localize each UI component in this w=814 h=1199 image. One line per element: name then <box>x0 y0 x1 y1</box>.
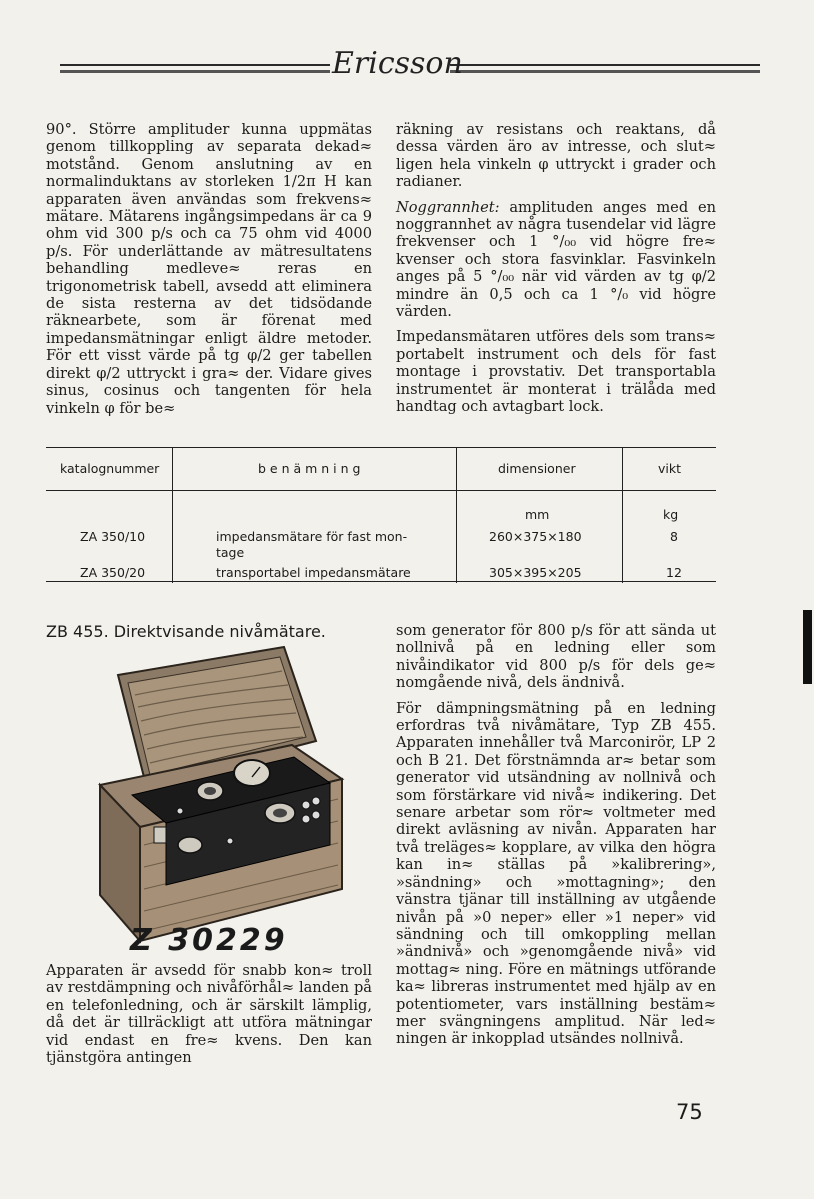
row-name-line2: tage <box>216 545 245 560</box>
page-number: 75 <box>676 1100 703 1124</box>
row-dimensions: 305×395×205 <box>489 565 582 580</box>
row-name-line1: impedansmätare för fast mon- <box>216 529 408 544</box>
row-dimensions: 260×375×180 <box>489 529 582 544</box>
row-weight: 12 <box>666 565 682 580</box>
level-meter-photo <box>80 645 370 945</box>
table-col-divider-3 <box>622 447 623 583</box>
row-catalog: ZA 350/10 <box>80 529 146 544</box>
left-column-top <box>46 121 372 425</box>
section-title: ZB 455. Direktvisande nivåmätare. <box>46 622 326 641</box>
header-rule-right <box>450 64 760 66</box>
accuracy-lead: Noggrannhet: <box>396 198 500 216</box>
serial-number-stamp: Z 30229 <box>130 923 288 958</box>
table-rule-bottom <box>46 581 716 582</box>
header-catalog: katalognummer <box>60 461 160 476</box>
unit-mm: mm <box>525 507 550 522</box>
unit-kg: kg <box>663 507 679 522</box>
table-rule-top <box>46 447 716 448</box>
right-bottom-paragraph-2: För dämpningsmätning på en ledning erfordras två nivåmätare, Typ ZB 455. Apparaten innehåller två Marconirör, LP 2 och B 21. Det förstnämnda ar≈ betar som generator vid utsändning av nollnivå och som förstärkare vid nivå≈ indikering. Det senare arbetar som rör≈ voltmeter med direkt avläsning av nivån. Apparaten har två treläges≈ kopplare, av vilka den högra kan in≈ ställas på »kalibrering», »sändning» och »mottagning»; den vänstra tjänar till inställning av utgående nivån på »0 neper» eller »1 neper» vid sändning och till omkoppling mellan »ändnivå» och »genomgående nivå» vid mottag≈ ning. Före en mätnings utförande ka≈ libreras instrumentet med hjälp av en potentiometer, vars inställning bestäm≈ mer svängningens amplitud. När led≈ ningen är inkopplad utsändes nollnivå. <box>396 699 716 1048</box>
header-name: b e n ä m n i n g <box>258 461 361 476</box>
accuracy-text: amplituden anges med en noggrannhet av några tusendelar vid lägre frekvenser och 1 °/₀₀ vid högre fre≈ kvenser och stora fasvinklar. Fasvinkeln anges på 5 °/₀₀ när vid värden av tg φ/2 mindre än 0,5 och ca 1 °/₀ vid högre värden. <box>396 198 716 321</box>
header-rule-left-2 <box>60 70 330 73</box>
header-weight: vikt <box>658 461 682 476</box>
right-column-bottom <box>396 622 716 1056</box>
left-bottom-paragraph: Apparaten är avsedd för snabb kon≈ troll av restdämpning och nivåförhål≈ landen på en telefonledning, och är särskilt lämplig, då det är tillräckligt att utföra mätningar vid endast en fre≈ kvens. Den kan tjänstgöra antingen <box>46 962 372 1067</box>
table-col-divider-1 <box>172 447 173 583</box>
page-header <box>60 46 760 92</box>
table-rule-header <box>46 490 716 491</box>
margin-marker <box>803 610 812 684</box>
row-name-line1: transportabel impedansmätare <box>216 565 411 580</box>
ericsson-logo: Ericsson <box>332 46 463 81</box>
left-paragraph: 90°. Större amplituder kunna uppmätas genom tillkoppling av separata dekad≈ motstånd. Genom anslutning av en normalinduktans av storleken 1/2π H kan apparaten även användas som frekvens≈ mätare. Mätarens ingångsimpedans är ca 9 ohm vid 300 p/s och ca 75 ohm vid 4000 p/s. För underlättande av mätresultatens behandling medleve≈ reras en trigonometrisk tabell, avsedd att eliminera de sista resterna av det tidsödande räknearbete, som är förenat med impedansmätningar enligt äldre metoder. För ett visst värde på tg φ/2 ger tabellen direkt φ/2 uttryckt i gra≈ der. Vidare gives sinus, cosinus och tangenten för hela vinkeln φ för be≈ <box>46 121 372 417</box>
right-paragraph-2 <box>396 199 716 321</box>
row-catalog: ZA 350/20 <box>80 565 146 580</box>
right-column-top <box>396 121 716 424</box>
header-dimensions: dimensioner <box>498 461 576 476</box>
right-bottom-paragraph-1: som generator för 800 p/s för att sända ut nollnivå på en ledning eller som nivåindikator vid 800 p/s för dels ge≈ nomgående nivå, dels ändnivå. <box>396 622 716 692</box>
right-paragraph-1: räkning av resistans och reaktans, då dessa värden äro av intresse, och slut≈ ligen hela vinkeln φ uttryckt i grader och radianer. <box>396 121 716 191</box>
left-column-bottom <box>46 962 372 1074</box>
row-weight: 8 <box>670 529 678 544</box>
catalog-table <box>46 447 716 583</box>
table-col-divider-2 <box>456 447 457 583</box>
right-paragraph-3: Impedansmätaren utföres dels som trans≈ portabelt instrument och dels för fast montage i provstativ. Det transportabla instrumentet är monterat i trälåda med handtag och avtagbart lock. <box>396 328 716 416</box>
header-rule-right-2 <box>450 70 760 73</box>
header-rule-left <box>60 64 330 66</box>
